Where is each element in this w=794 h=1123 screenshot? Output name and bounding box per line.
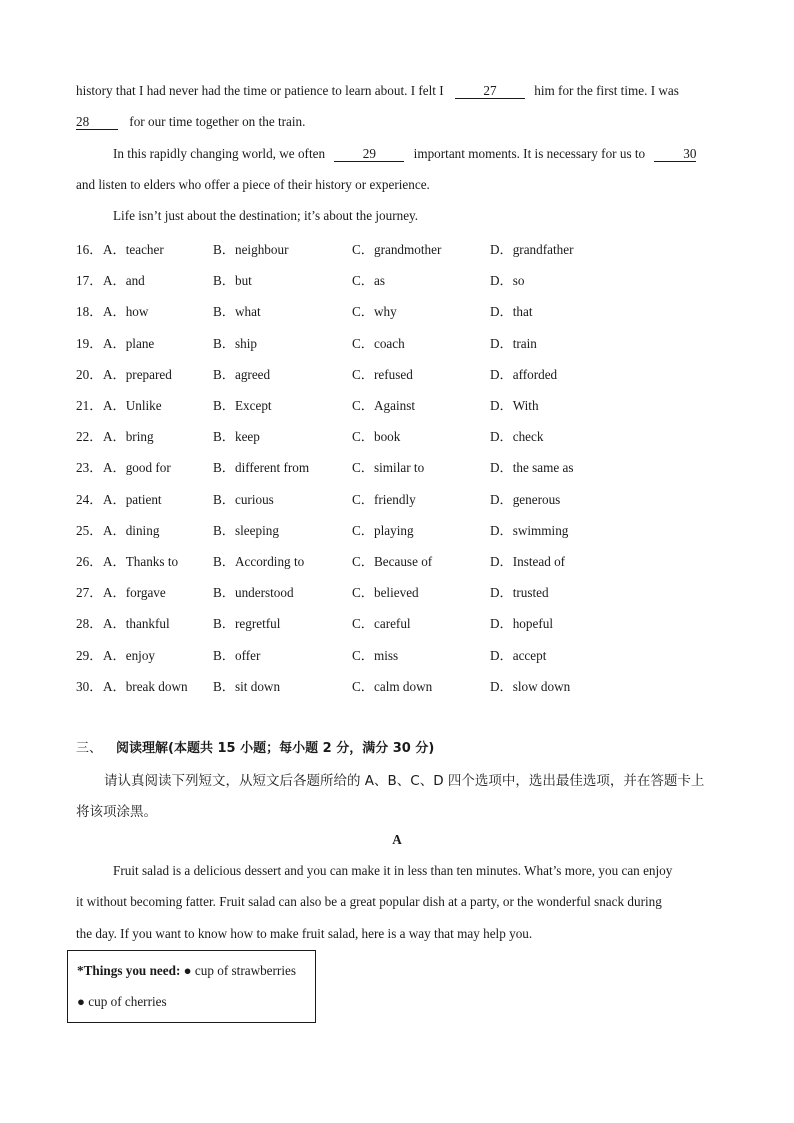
question-number: 18．: [76, 304, 103, 320]
option-b: B．Except: [213, 398, 272, 413]
option-a: A．good for: [103, 460, 171, 476]
option-c: C．coach: [352, 335, 405, 351]
ingredient-item: ● cup of cherries: [77, 994, 167, 1009]
option-c: C．Because of: [352, 554, 433, 569]
option-a: A．Thanks to: [103, 554, 179, 569]
question-number: 20．: [76, 366, 103, 382]
option-a: A．bring: [103, 429, 154, 445]
option-b: B．curious: [213, 491, 274, 507]
option-a: A．patient: [103, 491, 162, 507]
option-d: D．check: [490, 429, 544, 445]
option-d: D．so: [490, 273, 525, 289]
option-c: C．careful: [352, 616, 411, 632]
question-row: [76, 333, 756, 351]
option-c: C．believed: [352, 585, 419, 601]
blank-30: 30: [654, 147, 696, 162]
question-number: 19．: [76, 335, 103, 351]
option-a: A．and: [103, 273, 145, 289]
story-text: for our time together on the train.: [129, 114, 306, 129]
option-c: C．Against: [352, 398, 416, 413]
passage-title: A: [392, 832, 402, 847]
option-d: D．that: [490, 304, 533, 320]
blank-29: 29: [334, 147, 404, 162]
question-number: 16．: [76, 242, 103, 257]
option-a: A．thankful: [103, 616, 170, 632]
question-row: [76, 301, 756, 319]
option-d: D．hopeful: [490, 616, 553, 632]
story-text: important moments. It is necessary for us to: [413, 146, 646, 161]
ingredients-line-1: [77, 963, 296, 979]
option-b: B．ship: [213, 335, 257, 351]
ingredients-line-2: [77, 994, 167, 1010]
ingredients-box: [67, 950, 316, 1023]
option-d: D．grandfather: [490, 242, 574, 257]
option-b: B．neighbour: [213, 242, 289, 257]
section-instruction-1: 请认真阅读下列短文，从短文后各题所给的 A、B、C、D 四个选项中，选出最佳选项，并在答题卡上: [104, 773, 705, 789]
option-b: B．sit down: [213, 678, 281, 694]
option-b: B．sleeping: [213, 522, 279, 538]
question-number: 28．: [76, 616, 103, 632]
option-b: B．different from: [213, 460, 310, 476]
option-a: A．teacher: [103, 242, 164, 257]
story-text: history that I had never had the time or patience to learn about. I felt I: [76, 83, 444, 98]
question-row: [76, 676, 756, 694]
option-d: D．Instead of: [490, 554, 566, 569]
option-a: A．break down: [103, 678, 188, 694]
option-b: B．offer: [213, 647, 261, 663]
question-row: [76, 645, 756, 663]
question-row: [76, 395, 756, 413]
option-a: A．prepared: [103, 366, 172, 382]
option-c: C．miss: [352, 647, 399, 663]
option-b: B．keep: [213, 429, 260, 445]
option-b: B．According to: [213, 554, 305, 569]
story-line-1: [76, 83, 679, 99]
story-text: him for the first time. I was: [534, 83, 679, 98]
ingredient-item: ● cup of strawberries: [183, 963, 296, 978]
section-heading: [76, 737, 434, 756]
option-c: C．playing: [352, 522, 414, 538]
option-d: D．trusted: [490, 585, 549, 601]
option-c: C．grandmother: [352, 242, 442, 257]
question-row: [76, 426, 756, 444]
option-a: A．how: [103, 304, 149, 320]
question-row: [76, 582, 756, 600]
option-d: D．train: [490, 335, 537, 351]
question-number: 26．: [76, 554, 103, 569]
option-b: B．but: [213, 273, 252, 289]
option-c: C．calm down: [352, 678, 433, 694]
story-text: In this rapidly changing world, we often: [113, 146, 326, 161]
section-title: 阅读理解(本题共 15 小题；每小题 2 分，满分 30 分): [116, 741, 435, 756]
option-d: D．the same as: [490, 460, 574, 476]
option-d: D．With: [490, 398, 539, 413]
option-c: C．as: [352, 273, 385, 289]
question-number: 29．: [76, 647, 103, 663]
option-d: D．generous: [490, 491, 561, 507]
option-a: A．plane: [103, 335, 155, 351]
story-line-4: and listen to elders who offer a piece of their history or experience.: [76, 177, 430, 192]
blank-28: 28: [76, 115, 118, 130]
question-number: 27．: [76, 585, 103, 601]
option-d: D．swimming: [490, 522, 569, 538]
passage-line-3: the day. If you want to know how to make fruit salad, here is a way that may help you.: [76, 926, 533, 941]
option-c: C．why: [352, 304, 397, 320]
story-line-2: [76, 114, 305, 130]
option-c: C．refused: [352, 366, 413, 382]
story-line-5: Life isn’t just about the destination; it’s about the journey.: [113, 208, 419, 223]
option-a: A．forgave: [103, 585, 166, 601]
ingredients-heading: *Things you need:: [77, 963, 181, 978]
option-b: B．agreed: [213, 366, 271, 382]
question-row: [76, 520, 756, 538]
question-number: 21．: [76, 398, 103, 413]
question-number: 25．: [76, 522, 103, 538]
question-number: 30．: [76, 678, 103, 694]
question-number: 23．: [76, 460, 103, 476]
question-number: 22．: [76, 429, 103, 445]
blank-27: 27: [455, 84, 525, 99]
option-d: D．accept: [490, 647, 547, 663]
question-row: [76, 489, 756, 507]
question-number: 17．: [76, 273, 103, 289]
option-c: C．book: [352, 429, 401, 445]
story-line-3: [113, 146, 696, 162]
question-row: [76, 239, 756, 257]
option-b: B．understood: [213, 585, 294, 601]
question-row: [76, 551, 756, 569]
option-c: C．friendly: [352, 491, 416, 507]
option-a: A．enjoy: [103, 647, 156, 663]
option-b: B．regretful: [213, 616, 281, 632]
option-a: A．Unlike: [103, 398, 162, 413]
option-c: C．similar to: [352, 460, 425, 476]
question-number: 24．: [76, 491, 103, 507]
passage-line-2: it without becoming fatter. Fruit salad can also be a great popular dish at a party, or the wonderful snack during: [76, 894, 662, 909]
section-instruction-2: 将该项涂黑。: [76, 804, 157, 820]
question-row: [76, 457, 756, 475]
passage-line-1: Fruit salad is a delicious dessert and you can make it in less than ten minutes. What’s more, you can enjoy: [113, 863, 673, 878]
question-row: [76, 270, 756, 288]
option-d: D．afforded: [490, 366, 558, 382]
option-a: A．dining: [103, 522, 160, 538]
question-row: [76, 613, 756, 631]
question-row: [76, 364, 756, 382]
section-number: 三、: [76, 741, 103, 756]
option-b: B．what: [213, 304, 261, 320]
option-d: D．slow down: [490, 678, 571, 694]
